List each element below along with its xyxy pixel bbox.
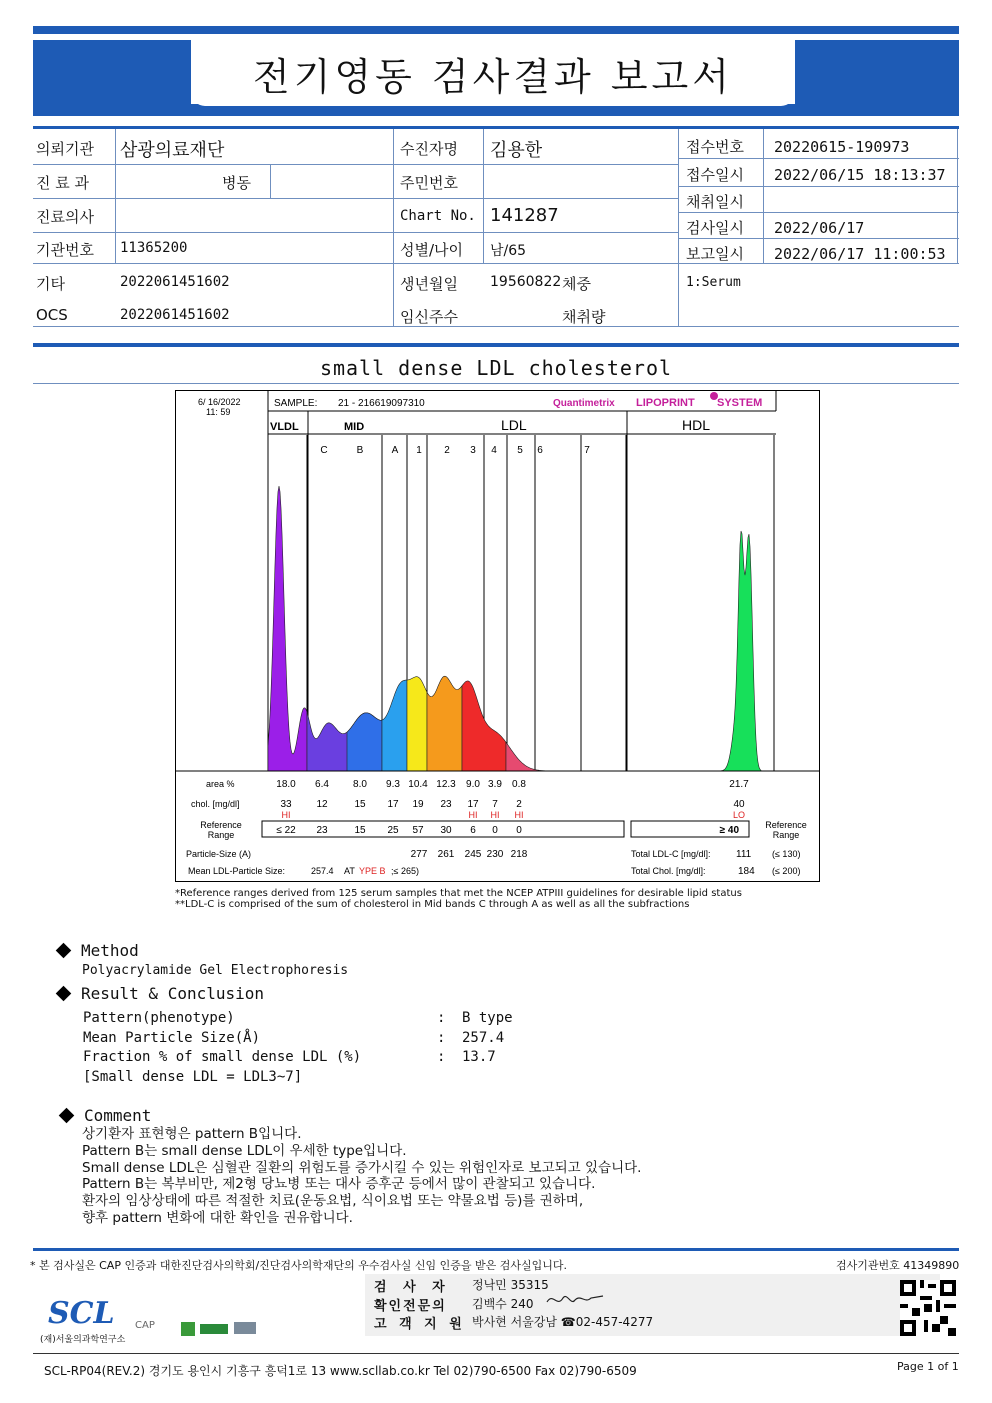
area-value: 6.4 (315, 779, 329, 790)
electrophoresis-peak-3 (382, 680, 407, 771)
area-value: 18.0 (276, 779, 296, 790)
area-value: 9.3 (386, 779, 400, 790)
sample-label: SAMPLE: (274, 398, 318, 409)
comment-body (82, 1126, 641, 1227)
ref-value: 57 (412, 825, 424, 836)
chol-flag: HI (468, 810, 478, 820)
comment-line: 환자의 임상상태에 따른 적절한 치료(운동요법, 식이요법 또는 약물요법 등)를 권하며, (82, 1193, 584, 1210)
ref-value: ≤ 22 (276, 825, 296, 836)
confirm-label: 확인전문의 (374, 1299, 447, 1314)
particle-size-value: 277 (410, 849, 428, 860)
electrophoresis-peak-2 (347, 713, 382, 771)
support-value: 박사현 서울강남 ☎02-457-4277 (472, 1315, 654, 1329)
chol-flag: HI (281, 810, 291, 820)
footer-bottom-rule (33, 1353, 959, 1354)
brand-system: SYSTEM (717, 397, 763, 409)
result-value-fraction: 13.7 (462, 1049, 496, 1065)
specimen-value: 1:Serum (686, 275, 741, 290)
mean-size-value: 257.4 (311, 866, 334, 876)
result-colon: : (437, 1030, 446, 1046)
method-text: Polyacrylamide Gel Electrophoresis (82, 963, 349, 978)
mean-size-ref: ;≤ 265) (391, 866, 419, 876)
etc-value: 2022061451602 (120, 274, 230, 290)
diamond-bullet-icon (56, 943, 72, 959)
result-heading (58, 984, 264, 1003)
ref-row-label: Reference (200, 820, 242, 830)
birth-label: 생년월일 (400, 275, 458, 293)
tester-label: 검 사 자 (374, 1280, 451, 1295)
signature-icon (545, 1290, 605, 1310)
test-date-value: 2022/06/17 (774, 219, 865, 237)
mean-size-type: YPE B (359, 866, 386, 876)
chol-value: 17 (467, 799, 479, 810)
ref-hdl-value: ≥ 40 (719, 825, 739, 836)
band-label-4: 4 (491, 445, 497, 456)
electrophoresis-peak-5 (427, 676, 462, 771)
electrophoresis-peak-4 (407, 677, 427, 771)
area-value: 10.4 (408, 779, 428, 790)
accreditation-logo (200, 1324, 228, 1334)
diamond-bullet-icon (59, 1108, 75, 1124)
footnote-reference-ranges: *Reference ranges derived from 125 serum samples that met the NCEP ATPIII guidelines for desirable lipid status (175, 888, 742, 899)
hdl-peak (721, 531, 761, 771)
particle-size-value: 218 (510, 849, 528, 860)
chol-value: 33 (280, 799, 292, 810)
report-title: 전기영동 검사결과 보고서 (253, 55, 733, 99)
electrophoresis-peak-0 (268, 486, 307, 771)
result-note: [Small dense LDL = LDL3~7] (83, 1069, 303, 1085)
total-chol-label: Total Chol. [mg/dl]: (631, 866, 706, 876)
chol-value: 17 (387, 799, 399, 810)
group-hdl: HDL (682, 417, 711, 433)
right-ref-label: Reference (765, 820, 807, 830)
area-value: 9.0 (466, 779, 480, 790)
ref-value: 6 (470, 825, 476, 836)
footer-top-rule (33, 1248, 959, 1251)
comment-line: Pattern B는 복부비만, 제2형 당뇨병 또는 대사 증후군 등에서 많이 관찰되고 있습니다. (82, 1176, 596, 1193)
page-number: Page 1 of 1 (897, 1360, 959, 1373)
band-label-B: B (356, 445, 364, 456)
table-top-rule (33, 126, 959, 129)
result-colon: : (437, 1049, 446, 1065)
chart-canvas (176, 391, 819, 881)
receipt-no-value: 20220615-190973 (774, 138, 910, 156)
ref-value: 25 (387, 825, 399, 836)
band-label-2: 2 (444, 445, 450, 456)
receipt-time-label: 접수일시 (686, 166, 744, 184)
comment-line: Pattern B는 small dense LDL이 우세한 type입니다. (82, 1142, 407, 1159)
scl-logo: SCL (48, 1296, 115, 1331)
etc-label: 기타 (36, 275, 65, 293)
cert-notice: * 본 검사실은 CAP 인증과 대한진단검사의학회/진단검사의학재단의 우수검사실 신임 인증을 받은 검사실입니다. (30, 1259, 568, 1272)
ref-row-label-2: Range (207, 830, 235, 840)
chol-hdl-value: 40 (733, 799, 745, 810)
electrophoresis-chart (175, 390, 820, 882)
rrn-label: 주민번호 (400, 174, 458, 192)
sample-value: 21 - 216619097310 (338, 398, 425, 409)
result-label-size: Mean Particle Size(Å) (83, 1030, 261, 1046)
chol-row-label: chol. [mg/dl] (191, 799, 240, 809)
group-ldl: LDL (501, 417, 527, 433)
confirm-value: 김백수 240 (472, 1297, 534, 1311)
scl-logo-subtitle: (재)서울의과학연구소 (40, 1335, 126, 1345)
particle-size-value: 230 (486, 849, 504, 860)
right-ref-label-2: Range (772, 830, 800, 840)
qr-code-icon (900, 1280, 956, 1336)
institution-value: 삼광의료재단 (120, 140, 225, 161)
ocs-label: OCS (36, 306, 68, 324)
total-chol-ref: (≤ 200) (772, 866, 801, 876)
cap-logo: CAP (135, 1320, 155, 1331)
org-no-label: 기관번호 (36, 241, 94, 259)
accreditation-logo (234, 1322, 256, 1334)
total-chol-value: 184 (738, 866, 755, 877)
band-label-1: 1 (416, 445, 422, 456)
chol-value: 15 (354, 799, 366, 810)
method-heading (58, 941, 139, 960)
institution-label: 의뢰기관 (36, 140, 94, 158)
section-title-rule (33, 383, 959, 384)
chol-value: 19 (412, 799, 424, 810)
ref-value: 23 (316, 825, 328, 836)
particle-size-value: 245 (464, 849, 482, 860)
dept-label: 진 료 과 (36, 174, 90, 192)
result-colon: : (437, 1010, 446, 1026)
report-date-value: 2022/06/17 11:00:53 (774, 245, 946, 263)
total-ldl-ref: (≤ 130) (772, 849, 801, 859)
table-bottom-rule (33, 326, 959, 327)
mean-size-label: Mean LDL-Particle Size: (188, 866, 286, 876)
chart-no-value: 141287 (490, 205, 559, 226)
band-label-5: 5 (517, 445, 523, 456)
chol-value: 7 (492, 799, 498, 810)
birth-value: 19560822 (490, 274, 562, 290)
ref-value: 0 (516, 825, 522, 836)
header-top-band (33, 26, 959, 34)
band-label-C: C (320, 445, 328, 456)
ref-value: 15 (354, 825, 366, 836)
chol-flag: HI (514, 810, 524, 820)
collect-label: 채취일시 (686, 193, 744, 211)
volume-label: 채취량 (562, 308, 606, 326)
dept-value: 병동 (222, 174, 251, 192)
chart-date: 6/ 16/2022 (198, 397, 241, 407)
brand-lipoprint: LIPOPRINT (636, 397, 695, 409)
form-info: SCL-RP04(REV.2) 경기도 용인시 기흥구 흥덕1로 13 www.scllab.co.kr Tel 02)790-6500 Fax 02)790-6509 (44, 1364, 637, 1378)
area-value: 0.8 (512, 779, 526, 790)
result-value-size: 257.4 (462, 1030, 505, 1046)
chol-flag: HI (490, 810, 500, 820)
ref-value: 0 (492, 825, 498, 836)
receipt-time-value: 2022/06/15 18:13:37 (774, 166, 946, 184)
chol-value: 23 (440, 799, 452, 810)
patient-value: 김용한 (490, 140, 543, 161)
group-vldl: VLDL (270, 421, 299, 433)
total-ldl-label: Total LDL-C [mg/dl]: (631, 849, 711, 859)
receipt-no-label: 접수번호 (686, 138, 744, 156)
comment-line: 향후 pattern 변화에 대한 확인을 권유합니다. (82, 1209, 353, 1226)
patient-label: 수진자명 (400, 140, 458, 158)
result-label-fraction: Fraction % of small dense LDL (%) (83, 1049, 362, 1065)
org-no-value: 11365200 (120, 240, 188, 256)
pregnancy-label: 임신주수 (400, 308, 458, 326)
chol-value: 12 (316, 799, 328, 810)
comment-heading (61, 1106, 151, 1125)
total-ldl-value: 111 (736, 849, 752, 860)
report-date-label: 보고일시 (686, 245, 744, 263)
area-value: 8.0 (353, 779, 367, 790)
result-value-pattern: B type (462, 1010, 513, 1026)
support-label: 고 객 지 원 (374, 1317, 466, 1332)
particle-size-value: 261 (437, 849, 455, 860)
ref-value: 30 (440, 825, 452, 836)
sex-age-label: 성별/나이 (400, 241, 464, 259)
area-hdl-value: 21.7 (729, 779, 749, 790)
area-value: 3.9 (488, 779, 502, 790)
test-date-label: 검사일시 (686, 219, 744, 237)
group-mid: MID (344, 421, 365, 433)
sex-age-value: 남/65 (490, 243, 527, 259)
band-label-7: 7 (584, 445, 590, 456)
doctor-label: 진료의사 (36, 208, 94, 226)
accreditation-logo (181, 1322, 195, 1336)
band-label-6: 6 (537, 445, 543, 456)
chol-value: 2 (516, 799, 522, 810)
ocs-value: 2022061451602 (120, 307, 230, 323)
particle-size-label: Particle-Size (A) (186, 849, 252, 859)
section-title: small dense LDL cholesterol (319, 356, 673, 380)
footnote-ldl-c: **LDL-C is comprised of the sum of cholesterol in Mid bands C through A as well as all the subfractions (175, 899, 690, 910)
lab-number: 검사기관번호 41349890 (836, 1259, 960, 1272)
area-value: 12.3 (436, 779, 456, 790)
result-label-pattern: Pattern(phenotype) (83, 1010, 235, 1026)
band-label-3: 3 (470, 445, 476, 456)
comment-title: Comment (84, 1106, 152, 1125)
tester-value: 정낙민 35315 (472, 1278, 549, 1292)
brand-quantimetrix: Quantimetrix (553, 398, 615, 409)
chol-hdl-flag: LO (732, 810, 746, 820)
section-top-rule (33, 343, 959, 347)
diamond-bullet-icon (56, 986, 72, 1002)
mean-size-at: AT (344, 866, 355, 876)
comment-line: Small dense LDL은 심혈관 질환의 위험도를 증가시킬 수 있는 위험인자로 보고되고 있습니다. (82, 1159, 642, 1176)
comment-line: 상기환자 표현형은 pattern B입니다. (82, 1126, 302, 1142)
chart-time: 11: 59 (206, 407, 231, 417)
weight-label: 체중 (562, 275, 591, 293)
method-title: Method (81, 941, 139, 960)
area-row-label: area % (206, 779, 235, 789)
chart-no-label: Chart No. (400, 208, 476, 224)
band-label-A: A (391, 445, 399, 456)
result-title: Result & Conclusion (81, 984, 265, 1003)
electrophoresis-peak-7 (506, 742, 556, 771)
